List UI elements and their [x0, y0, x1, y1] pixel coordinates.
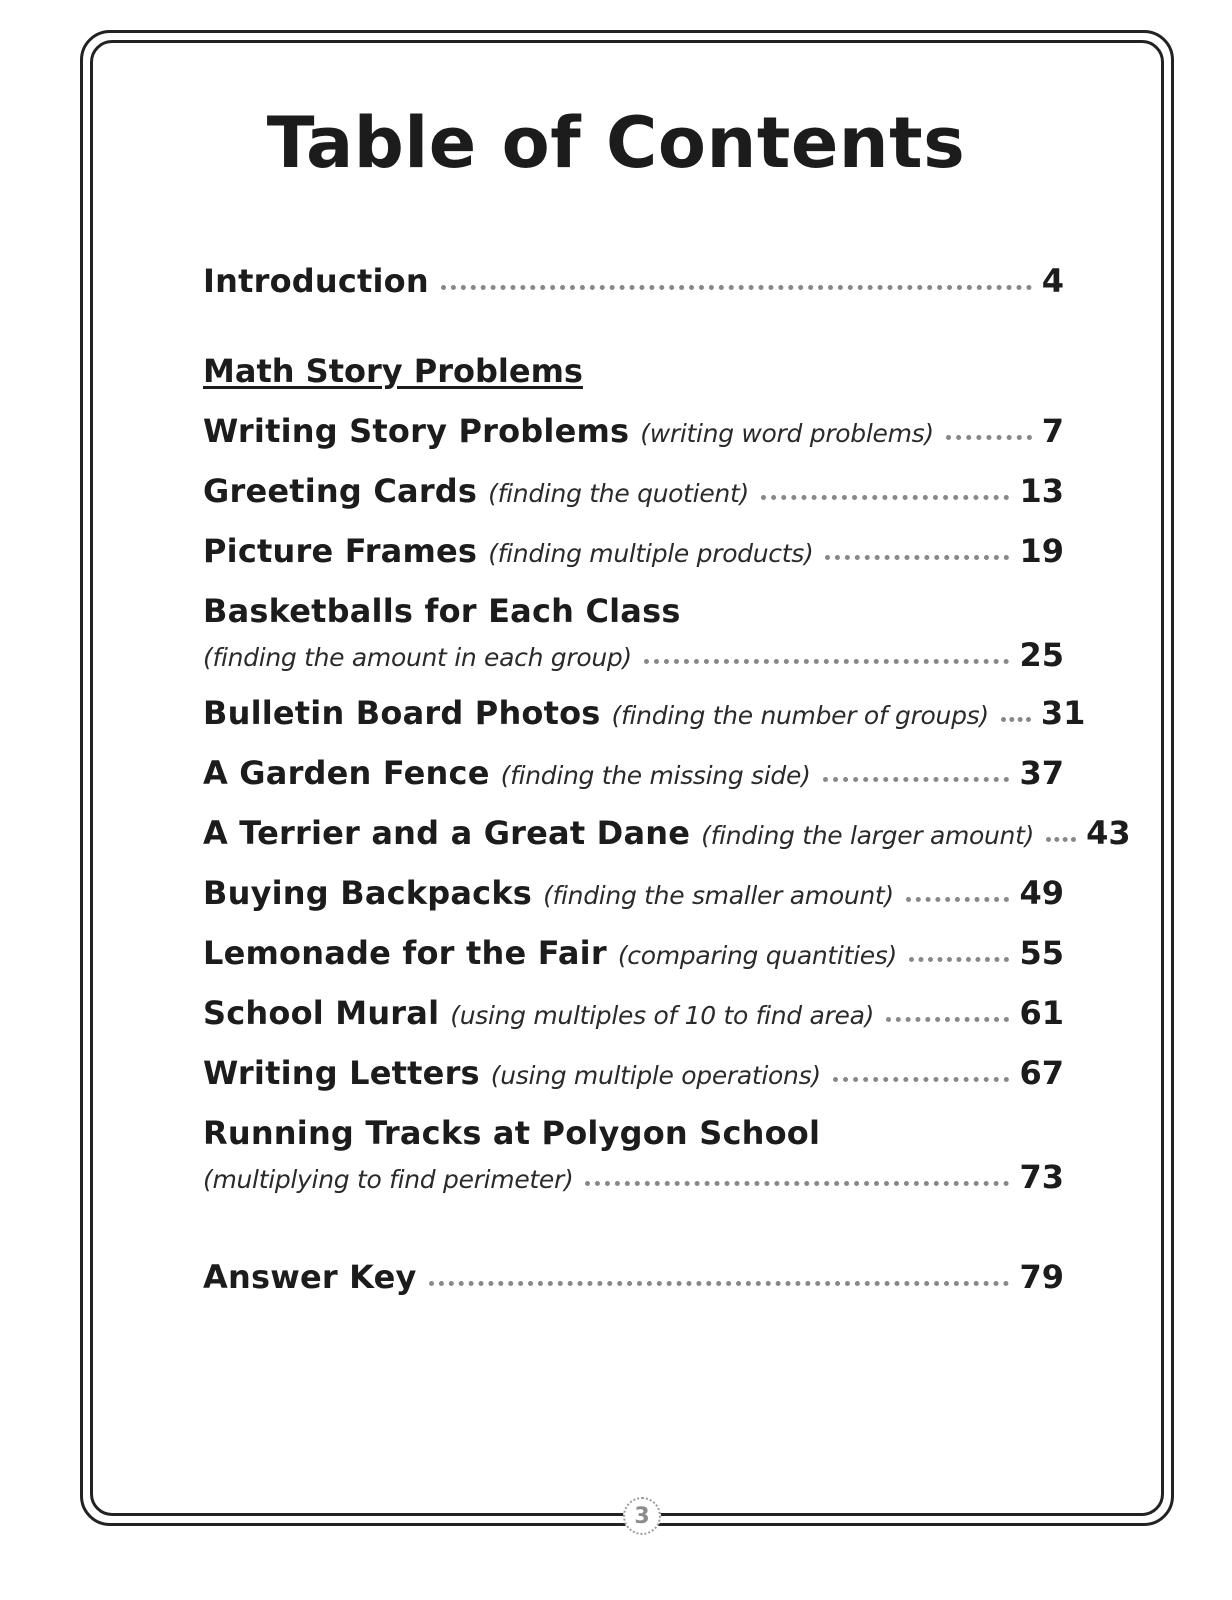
toc-entry-title: Buying Backpacks — [203, 874, 533, 912]
dot-leader — [825, 555, 1009, 560]
toc-entry-note: (finding multiple products) — [488, 539, 814, 568]
toc-page-number: 4 — [1041, 262, 1064, 300]
toc-entry[interactable] — [203, 934, 1064, 972]
toc-entry[interactable] — [203, 532, 1064, 570]
toc-entry-title: Bulletin Board Photos — [203, 694, 601, 732]
toc-page-number: 13 — [1019, 472, 1064, 510]
dot-leader — [1001, 717, 1031, 722]
toc-page-number: 7 — [1041, 412, 1064, 450]
toc-entry-note: (finding the quotient) — [488, 479, 749, 508]
toc-page-number: 49 — [1019, 874, 1064, 912]
dot-leader — [823, 777, 1010, 782]
toc-page-number: 79 — [1019, 1258, 1064, 1296]
dot-leader — [761, 495, 1010, 500]
toc-entry-note: (using multiples of 10 to find area) — [450, 1001, 875, 1030]
toc-entry-title: A Garden Fence — [203, 754, 490, 792]
toc-entry[interactable] — [203, 814, 1131, 852]
toc-entry-title: Answer Key — [203, 1258, 417, 1296]
dot-leader — [1046, 837, 1076, 842]
toc-entry-title[interactable]: Running Tracks at Polygon School — [203, 1114, 821, 1152]
toc-page-number: 37 — [1019, 754, 1064, 792]
toc-entry-note: (finding the number of groups) — [611, 701, 989, 730]
dot-leader — [946, 435, 1032, 440]
dot-leader — [909, 957, 1009, 962]
toc-page-number: 61 — [1019, 994, 1064, 1032]
toc-entry[interactable] — [203, 1158, 1064, 1196]
toc-page-number: 55 — [1019, 934, 1064, 972]
dot-leader — [441, 285, 1032, 290]
dot-leader — [429, 1281, 1010, 1286]
toc-page-number: 19 — [1019, 532, 1064, 570]
toc-entry-title: Writing Letters — [203, 1054, 480, 1092]
toc-entry[interactable] — [203, 636, 1064, 674]
toc-entry-note: (finding the smaller amount) — [543, 881, 894, 910]
dot-leader — [833, 1077, 1010, 1082]
dot-leader — [585, 1181, 1009, 1186]
toc-entry-title: Greeting Cards — [203, 472, 478, 510]
toc-entry-note: (using multiple operations) — [490, 1061, 821, 1090]
toc-entry[interactable] — [203, 472, 1064, 510]
dot-leader — [644, 659, 1010, 664]
toc-entry[interactable] — [203, 874, 1064, 912]
toc-entry-title: Lemonade for the Fair — [203, 934, 607, 972]
toc-page-number: 31 — [1040, 694, 1086, 732]
toc-entry-note: (finding the larger amount) — [701, 821, 1035, 850]
toc-entry-title: Picture Frames — [203, 532, 478, 570]
toc-entry-title: A Terrier and a Great Dane — [203, 814, 691, 852]
toc-entry-title: Introduction — [203, 262, 429, 300]
toc-entry[interactable] — [203, 694, 1086, 732]
toc-entry[interactable] — [203, 754, 1064, 792]
section-heading: Math Story Problems — [203, 352, 583, 390]
dot-leader — [906, 897, 1010, 902]
toc-page-number: 73 — [1019, 1158, 1064, 1196]
page-number-badge: 3 — [623, 1497, 661, 1535]
toc-page-number: 25 — [1019, 636, 1064, 674]
toc-entry-introduction[interactable] — [203, 262, 1064, 300]
toc-entry-title: School Mural — [203, 994, 440, 1032]
toc-entry-answer-key[interactable] — [203, 1258, 1064, 1296]
toc-entry-note: (finding the missing side) — [500, 761, 811, 790]
toc-entry[interactable] — [203, 994, 1064, 1032]
toc-entry-title: Writing Story Problems — [203, 412, 630, 450]
toc-page-number: 43 — [1086, 814, 1131, 852]
toc-entry-note: (comparing quantities) — [617, 941, 897, 970]
toc-entry-title[interactable]: Basketballs for Each Class — [203, 592, 681, 630]
toc-entry-note: (writing word problems) — [640, 419, 934, 448]
toc-entry[interactable] — [203, 412, 1064, 450]
page-title: Table of Contents — [266, 102, 966, 184]
toc-entry-note: (multiplying to find perimeter) — [203, 1165, 574, 1194]
dot-leader — [886, 1017, 1009, 1022]
toc-page-number: 67 — [1019, 1054, 1064, 1092]
toc-entry-note: (finding the amount in each group) — [203, 643, 632, 672]
toc-entry[interactable] — [203, 1054, 1064, 1092]
